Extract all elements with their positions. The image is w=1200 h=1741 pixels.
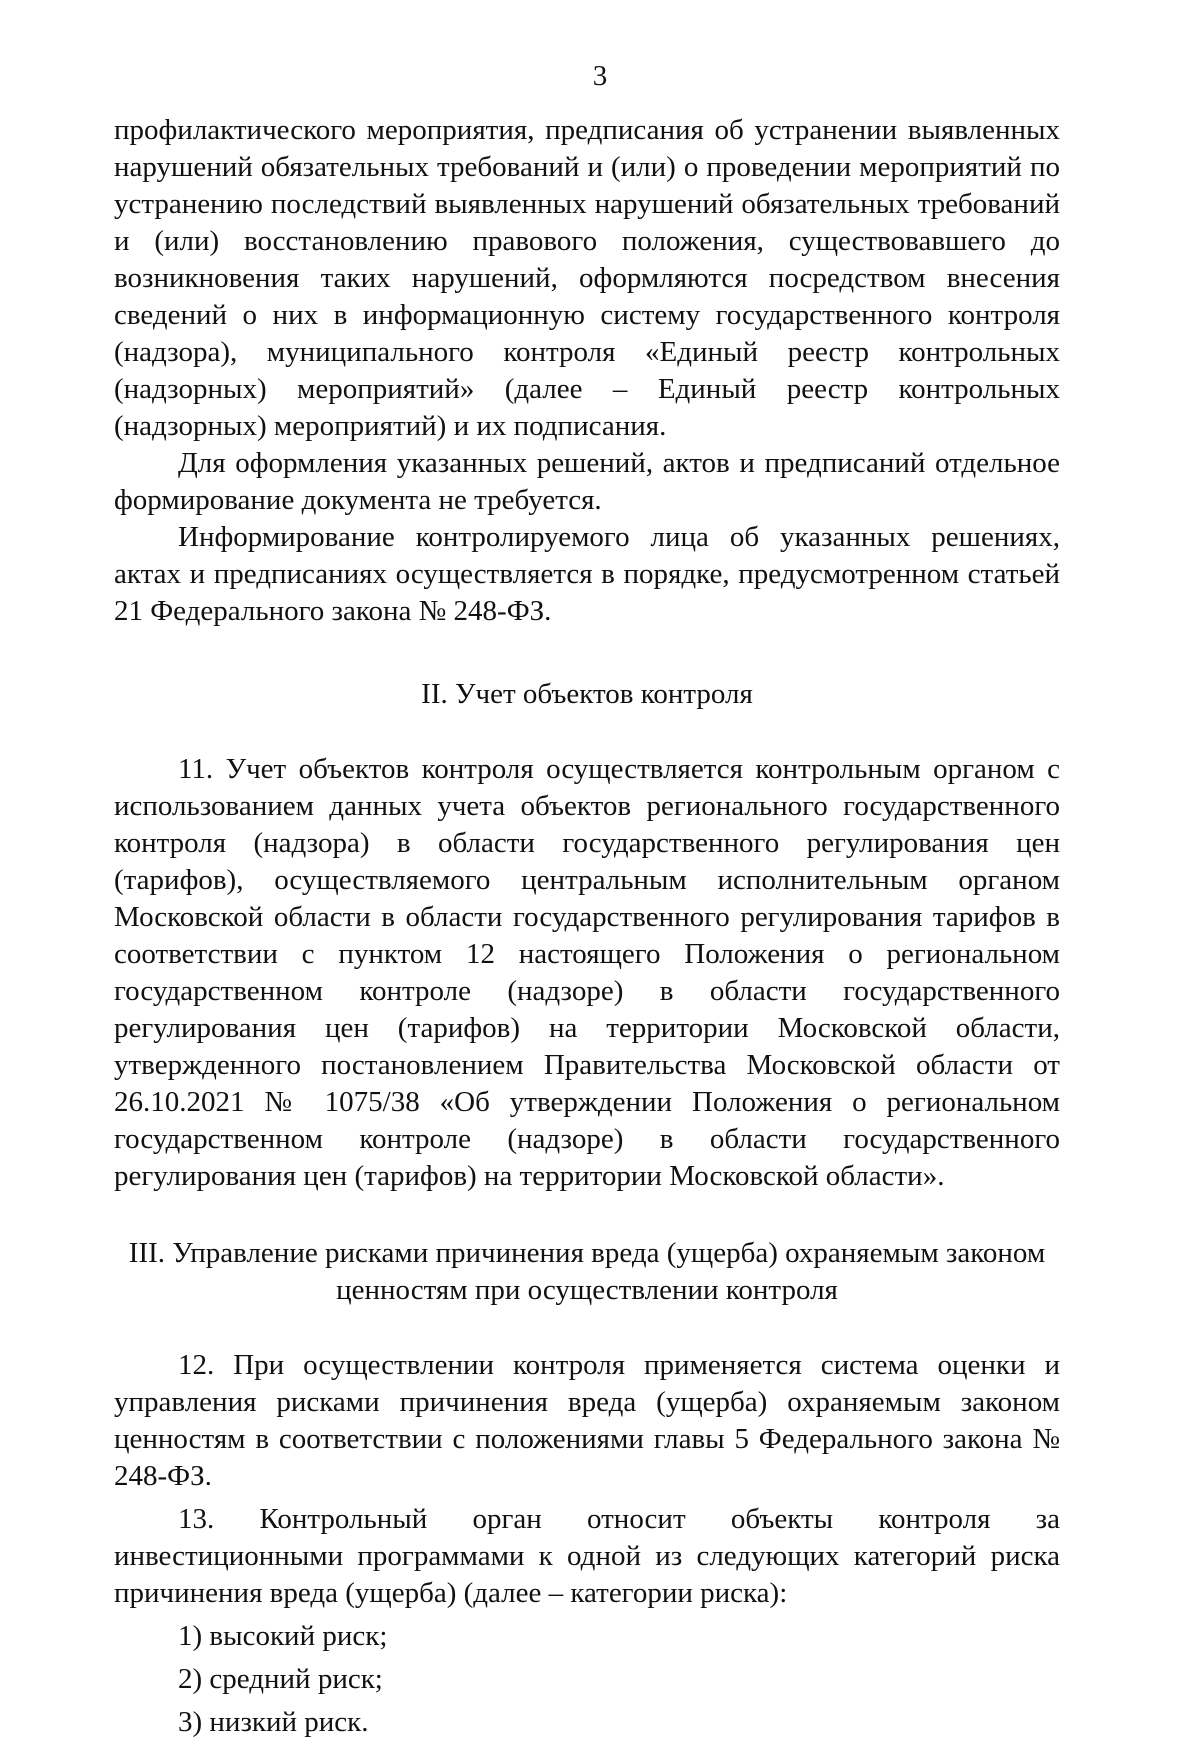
paragraph-12: 12. При осуществлении контроля применяется система оценки и управления рисками причинения вреда (ущерба) охраняемым законом ценностям в соответствии с положениями главы 5 Федерального закона № 248-ФЗ. xyxy=(114,1349,1060,1492)
section-heading-2: II. Учет объектов контроля xyxy=(421,678,753,710)
list-item-risk-low: 3) низкий риск. xyxy=(178,1706,369,1738)
paragraph-forming-note: Для оформления указанных решений, актов и предписаний отдельное формирование документа не требуется. xyxy=(114,447,1060,516)
paragraph-11: 11. Учет объектов контроля осуществляется контрольным органом с использованием данных учета объектов регионального государственного контроля (надзора) в области государственного регулирования цен (тарифов), осуществляемого центральным исполнительным органом Московской области в области государственного регулирования тарифов в соответствии с пунктом 12 настоящего Положения о региональном государственном контроле (надзоре) в области государственного регулирования цен (тарифов) на территории Московской области, утвержденного постановлением Правительства Московской области от 26.10.2021 № 1075/38 «Об утверждении Положения о региональном государственном контроле (надзоре) в области государственного регулирования цен (тарифов) на территории Московской области». xyxy=(114,753,1060,1192)
paragraph-informing: Информирование контролируемого лица об указанных решениях, актах и предписаниях осуществляется в порядке, предусмотренном статьей 21 Федерального закона № 248-ФЗ. xyxy=(114,521,1060,627)
list-item-risk-high: 1) высокий риск; xyxy=(178,1620,388,1652)
section-heading-3 xyxy=(114,1235,1060,1309)
paragraph-13: 13. Контрольный орган относит объекты контроля за инвестиционными программами к одной из следующих категорий риска причинения вреда (ущерба) (далее – категории риска): xyxy=(114,1503,1060,1609)
list-item-risk-medium: 2) средний риск; xyxy=(178,1663,383,1695)
section-heading-3-line-2: ценностям при осуществлении контроля xyxy=(336,1274,838,1306)
section-heading-3-line-1: III. Управление рисками причинения вреда (ущерба) охраняемым законом xyxy=(128,1237,1046,1269)
document-body xyxy=(114,112,1060,1741)
paragraph-continuation: профилактического мероприятия, предписания об устранении выявленных нарушений обязательных требований и (или) о проведении мероприятий по устранению последствий выявленных нарушений обязательных требований и (или) восстановлению правового положения, существовавшего до возникновения таких нарушений, оформляются посредством внесения сведений о них в информационную систему государственного контроля (надзора), муниципального контроля «Единый реестр контрольных (надзорных) мероприятий» (далее – Единый реестр контрольных (надзорных) мероприятий) и их подписания. xyxy=(114,114,1060,442)
page-number: 3 xyxy=(592,60,608,92)
